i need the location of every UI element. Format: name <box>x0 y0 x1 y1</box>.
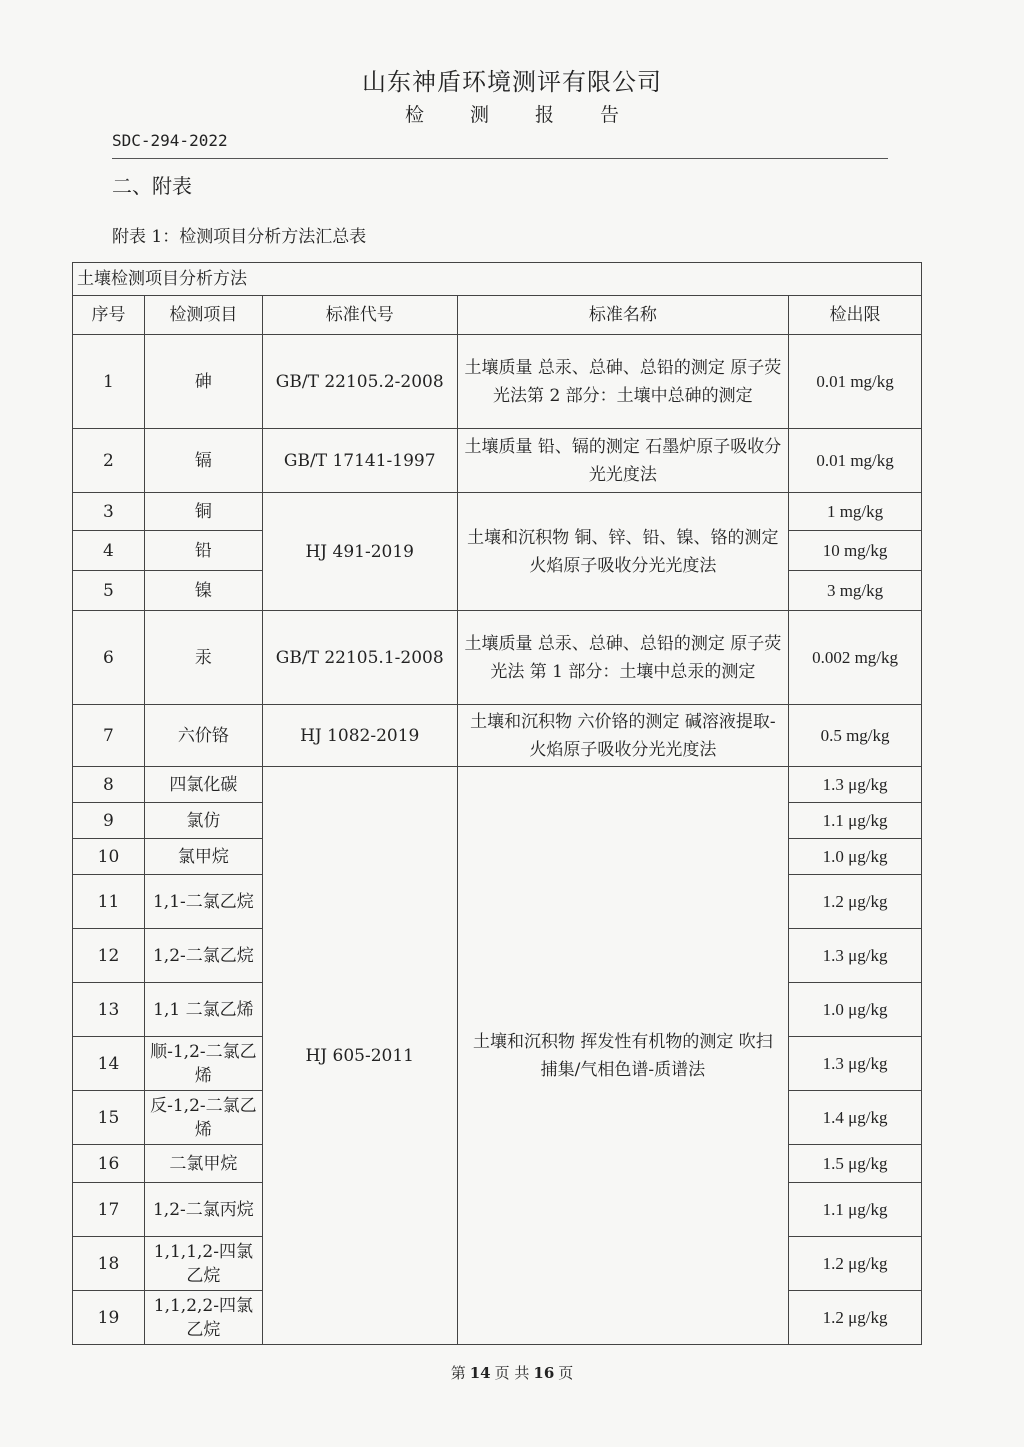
cell-name: 土壤质量 总汞、总砷、总铅的测定 原子荧光法第 2 部分：土壤中总砷的测定 <box>457 335 788 429</box>
cell-code: HJ 605-2011 <box>262 767 457 1345</box>
cell-no: 12 <box>73 929 145 983</box>
cell-item: 1,1,2,2-四氯乙烷 <box>144 1291 262 1345</box>
cell-limit: 1.0 μg/kg <box>789 839 922 875</box>
cell-item: 铅 <box>144 531 262 571</box>
cell-limit: 0.01 mg/kg <box>789 429 922 493</box>
cell-code: HJ 491-2019 <box>262 493 457 611</box>
cell-item: 1,1 二氯乙烯 <box>144 983 262 1037</box>
cell-item: 1,1-二氯乙烷 <box>144 875 262 929</box>
cell-item: 氯仿 <box>144 803 262 839</box>
cell-no: 18 <box>73 1237 145 1291</box>
section-title: 二、附表 <box>112 174 192 198</box>
page-prefix: 第 <box>450 1364 466 1382</box>
cell-limit: 1 mg/kg <box>789 493 922 531</box>
page-middle: 页 共 <box>494 1364 530 1382</box>
cell-limit: 0.002 mg/kg <box>789 611 922 705</box>
header-code: 标准代号 <box>262 296 457 335</box>
cell-item: 反-1,2-二氯乙烯 <box>144 1091 262 1145</box>
table-row <box>73 705 922 767</box>
cell-item: 铜 <box>144 493 262 531</box>
cell-limit: 1.3 μg/kg <box>789 929 922 983</box>
cell-name: 土壤和沉积物 六价铬的测定 碱溶液提取-火焰原子吸收分光光度法 <box>457 705 788 767</box>
table-row <box>73 429 922 493</box>
cell-no: 16 <box>73 1145 145 1183</box>
cell-item: 镍 <box>144 571 262 611</box>
table-header-row <box>73 296 922 335</box>
cell-no: 13 <box>73 983 145 1037</box>
cell-code: HJ 1082-2019 <box>262 705 457 767</box>
cell-limit: 1.2 μg/kg <box>789 875 922 929</box>
table-row <box>73 767 922 803</box>
cell-code: GB/T 17141-1997 <box>262 429 457 493</box>
cell-no: 15 <box>73 1091 145 1145</box>
cell-item: 镉 <box>144 429 262 493</box>
cell-limit: 1.4 μg/kg <box>789 1091 922 1145</box>
report-subtitle: 检 测 报 告 <box>404 104 640 126</box>
cell-no: 10 <box>73 839 145 875</box>
cell-no: 19 <box>73 1291 145 1345</box>
cell-no: 1 <box>73 335 145 429</box>
cell-name: 土壤质量 铅、镉的测定 石墨炉原子吸收分光光度法 <box>457 429 788 493</box>
cell-limit: 1.3 μg/kg <box>789 1037 922 1091</box>
cell-name: 土壤和沉积物 铜、锌、铅、镍、铬的测定 火焰原子吸收分光光度法 <box>457 493 788 611</box>
header-item: 检测项目 <box>144 296 262 335</box>
cell-no: 17 <box>73 1183 145 1237</box>
table-title-row <box>73 263 922 296</box>
cell-limit: 1.0 μg/kg <box>789 983 922 1037</box>
page-suffix: 页 <box>558 1364 574 1382</box>
cell-name: 土壤和沉积物 挥发性有机物的测定 吹扫捕集/气相色谱-质谱法 <box>457 767 788 1345</box>
cell-item: 二氯甲烷 <box>144 1145 262 1183</box>
cell-limit: 1.1 μg/kg <box>789 1183 922 1237</box>
header-no: 序号 <box>73 296 145 335</box>
cell-no: 6 <box>73 611 145 705</box>
cell-no: 9 <box>73 803 145 839</box>
cell-item: 六价铬 <box>144 705 262 767</box>
cell-item: 汞 <box>144 611 262 705</box>
page-current: 14 <box>469 1364 491 1382</box>
cell-item: 四氯化碳 <box>144 767 262 803</box>
table-row <box>73 493 922 531</box>
page-footer <box>0 1362 1024 1383</box>
cell-item: 1,1,1,2-四氯乙烷 <box>144 1237 262 1291</box>
header-name: 标准名称 <box>457 296 788 335</box>
cell-limit: 1.1 μg/kg <box>789 803 922 839</box>
cell-limit: 1.2 μg/kg <box>789 1291 922 1345</box>
cell-limit: 1.3 μg/kg <box>789 767 922 803</box>
cell-no: 2 <box>73 429 145 493</box>
cell-item: 砷 <box>144 335 262 429</box>
cell-name: 土壤质量 总汞、总砷、总铅的测定 原子荧光法 第 1 部分：土壤中总汞的测定 <box>457 611 788 705</box>
cell-no: 8 <box>73 767 145 803</box>
cell-limit: 0.5 mg/kg <box>789 705 922 767</box>
cell-limit: 10 mg/kg <box>789 531 922 571</box>
cell-item: 氯甲烷 <box>144 839 262 875</box>
cell-no: 14 <box>73 1037 145 1091</box>
cell-code: GB/T 22105.2-2008 <box>262 335 457 429</box>
document-number: SDC-294-2022 <box>112 131 228 150</box>
cell-no: 7 <box>73 705 145 767</box>
cell-item: 1,2-二氯乙烷 <box>144 929 262 983</box>
cell-item: 顺-1,2-二氯乙烯 <box>144 1037 262 1091</box>
cell-item: 1,2-二氯丙烷 <box>144 1183 262 1237</box>
cell-no: 5 <box>73 571 145 611</box>
header-limit: 检出限 <box>789 296 922 335</box>
cell-no: 3 <box>73 493 145 531</box>
company-name: 山东神盾环境测评有限公司 <box>362 68 662 96</box>
table-row <box>73 335 922 429</box>
table-title: 土壤检测项目分析方法 <box>73 263 922 296</box>
cell-limit: 1.2 μg/kg <box>789 1237 922 1291</box>
cell-code: GB/T 22105.1-2008 <box>262 611 457 705</box>
methods-table <box>72 262 922 1345</box>
cell-no: 11 <box>73 875 145 929</box>
cell-no: 4 <box>73 531 145 571</box>
page-total: 16 <box>533 1364 555 1382</box>
header-divider <box>112 158 888 159</box>
cell-limit: 3 mg/kg <box>789 571 922 611</box>
table-row <box>73 611 922 705</box>
table-caption: 附表 1：检测项目分析方法汇总表 <box>112 227 367 247</box>
cell-limit: 1.5 μg/kg <box>789 1145 922 1183</box>
cell-limit: 0.01 mg/kg <box>789 335 922 429</box>
